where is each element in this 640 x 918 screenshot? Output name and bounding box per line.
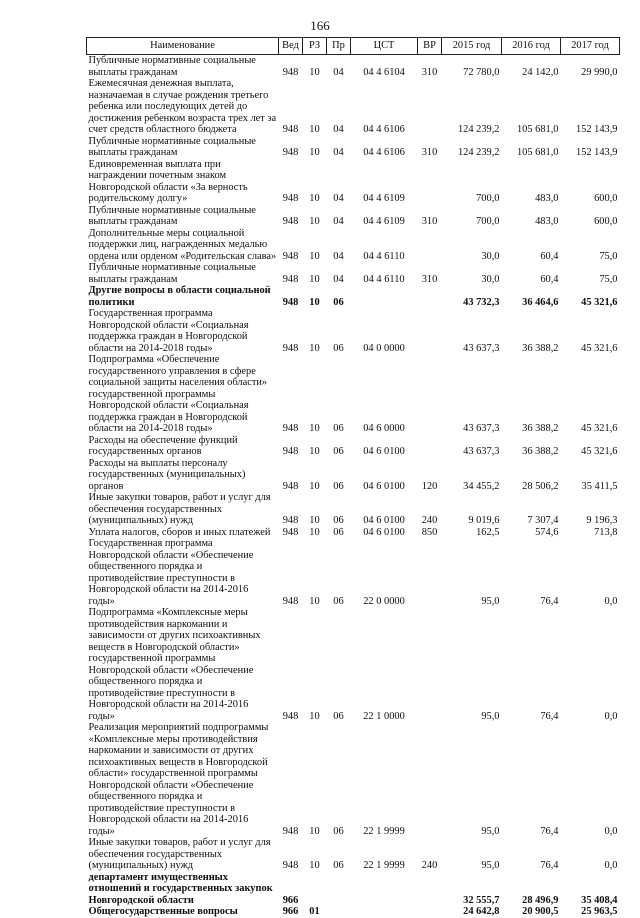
cell-cst: 04 6 0100: [363, 480, 405, 492]
cell-name: Публичные нормативные социальные выплаты гражданам: [88, 55, 256, 78]
cell-2015: 124 239,2: [457, 124, 500, 135]
cell-2017: 0,0: [604, 825, 618, 837]
cell-rz: [303, 872, 327, 907]
cell-ved: 948: [282, 423, 299, 434]
cell-ved: 948: [282, 124, 299, 135]
cell-pr: 06: [333, 825, 344, 837]
cell-2017: 600,0: [594, 193, 618, 204]
cell-vr: 310: [421, 66, 438, 78]
cell-pr: [327, 906, 351, 918]
cell-pr: [327, 872, 351, 907]
cell-pr: 04: [333, 216, 344, 227]
cell-2017: 45 321,6: [581, 446, 618, 457]
table-row: [87, 458, 620, 493]
cell-rz: 10: [309, 147, 320, 158]
cell-pr: 06: [333, 480, 344, 492]
cell-name: Государственная программа Новгородской области «Обеспечение общественного порядка и противодействие преступности в Новгородской области на 2014-2016 годы»: [88, 538, 254, 607]
cell-rz: 10: [309, 595, 320, 607]
cell-name: Иные закупки товаров, работ и услуг для обеспечения государственных (муниципальных) нужд: [88, 837, 271, 871]
cell-2017: 152 143,9: [575, 147, 618, 158]
cell-2017: 35 411,5: [581, 480, 618, 492]
cell-cst: 22 1 0000: [363, 710, 405, 722]
table-row: [87, 722, 620, 837]
cell-name: Дополнительные меры социальной поддержки лиц, награжденных медалью ордена или орденом «Родительская слава»: [88, 227, 277, 262]
cell-vr: [418, 78, 442, 136]
cell-2017: 75,0: [599, 250, 618, 262]
cell-2016: 36 388,2: [522, 342, 559, 354]
cell-cst: 04 4 6110: [363, 273, 405, 285]
cell-name: Реализация мероприятий подпрограммы «Комплексные меры противодействия наркомании и зависимости от других психоактивных веществ в Новгородской области» государственной программы Новгородской области «Обеспечение общественного порядка и противодействие преступности в Новгородской области на 2014-2016 годы»: [88, 722, 269, 837]
table-row: [87, 527, 620, 539]
cell-vr: 310: [421, 216, 438, 227]
cell-ved: 948: [282, 342, 299, 354]
cell-2015: 43 637,3: [463, 446, 500, 457]
cell-pr: 06: [333, 526, 344, 538]
header-pr: Пр: [327, 38, 351, 55]
cell-2017: 45 321,6: [581, 342, 618, 354]
header-cst: ЦСТ: [351, 38, 418, 55]
cell-name: Публичные нормативные социальные выплаты гражданам: [88, 204, 256, 227]
cell-2016: 105 681,0: [516, 147, 559, 158]
cell-rz: 10: [309, 526, 320, 538]
cell-2016: 60,4: [540, 250, 559, 262]
cell-cst: 22 0 0000: [363, 595, 405, 607]
table-row: [87, 435, 620, 458]
cell-ved: 948: [282, 710, 299, 722]
cell-2015: 72 780,0: [463, 66, 500, 78]
cell-ved: 948: [282, 193, 299, 204]
table-row: [87, 78, 620, 136]
cell-2016: 105 681,0: [516, 124, 559, 135]
cell-2017: 45 321,6: [581, 423, 618, 434]
cell-pr: 04: [333, 193, 344, 204]
cell-ved: 966: [282, 894, 299, 906]
cell-name: Государственная программа Новгородской области «Социальная поддержка граждан в Новгородской области на 2014-2018 годы»: [88, 308, 249, 354]
cell-2015: 95,0: [481, 825, 500, 837]
cell-rz: 10: [309, 66, 320, 78]
cell-vr: [418, 435, 442, 458]
cell-2015: 34 455,2: [463, 480, 500, 492]
cell-rz: 10: [309, 860, 320, 871]
budget-table: [86, 37, 620, 918]
cell-2015: 95,0: [481, 860, 500, 871]
cell-pr: 04: [333, 147, 344, 158]
table-row: [87, 354, 620, 435]
cell-2017: 152 143,9: [575, 124, 618, 135]
table-row: [87, 492, 620, 527]
cell-2017: 600,0: [594, 216, 618, 227]
cell-cst: [351, 906, 418, 918]
cell-vr: 240: [421, 515, 438, 526]
cell-vr: [418, 308, 442, 354]
cell-cst: 04 6 0100: [363, 515, 405, 526]
table-row: [87, 538, 620, 607]
cell-2015: 700,0: [476, 216, 500, 227]
cell-ved: 948: [282, 296, 299, 308]
cell-2017: 75,0: [599, 273, 618, 285]
cell-vr: [418, 354, 442, 435]
table-header: [87, 38, 620, 55]
cell-cst: [351, 285, 418, 308]
cell-pr: 06: [333, 710, 344, 722]
cell-cst: 04 4 6109: [363, 193, 405, 204]
table-row: [87, 906, 620, 918]
cell-rz: 10: [309, 480, 320, 492]
cell-cst: 04 6 0100: [363, 526, 405, 538]
header-vr: ВР: [418, 38, 442, 55]
cell-name: Единовременная выплата при награждении почетным знаком Новгородской области «За верность родительскому долгу»: [88, 158, 248, 204]
cell-ved: 948: [282, 147, 299, 158]
cell-rz: 01: [309, 906, 320, 917]
cell-2016: 574,6: [535, 526, 559, 538]
cell-name: Расходы на выплаты персоналу государственных (муниципальных) органов: [88, 457, 246, 492]
cell-name: Публичные нормативные социальные выплаты гражданам: [88, 262, 256, 285]
cell-ved: 948: [282, 480, 299, 492]
cell-vr: 240: [421, 860, 438, 871]
cell-vr: [418, 906, 442, 918]
cell-name: Ежемесячная денежная выплата, назначаемая в случае рождения третьего ребенка или последующих детей до достижения ребенком возраста трех лет за счет средств областного бюджета: [88, 78, 277, 135]
table-row: [87, 308, 620, 354]
table-row: [87, 136, 620, 159]
cell-name: Другие вопросы в области социальной политики: [88, 285, 271, 308]
cell-ved: 948: [282, 216, 299, 227]
table-row: [87, 159, 620, 205]
cell-2015: 30,0: [481, 250, 500, 262]
cell-rz: 10: [309, 124, 320, 135]
cell-2016: 36 464,6: [522, 296, 559, 308]
table-row: [87, 285, 620, 308]
cell-rz: 10: [309, 193, 320, 204]
cell-2015: 24 642,8: [463, 906, 500, 917]
cell-2015: 700,0: [476, 193, 500, 204]
cell-rz: 10: [309, 446, 320, 457]
cell-2016: 28 496,9: [522, 894, 559, 906]
cell-name: Публичные нормативные социальные выплаты гражданам: [88, 135, 256, 158]
cell-2015: 9 019,6: [468, 515, 500, 526]
cell-2017: 29 990,0: [581, 66, 618, 78]
cell-cst: 04 4 6104: [363, 66, 405, 78]
cell-2017: 0,0: [604, 860, 618, 871]
cell-cst: 04 4 6106: [363, 147, 405, 158]
cell-cst: 04 4 6106: [363, 124, 405, 135]
header-rz: РЗ: [303, 38, 327, 55]
table-row: [87, 228, 620, 263]
cell-2016: 60,4: [540, 273, 559, 285]
cell-rz: 10: [309, 423, 320, 434]
cell-pr: 04: [333, 124, 344, 135]
cell-vr: 120: [421, 480, 438, 492]
cell-2015: 95,0: [481, 710, 500, 722]
cell-cst: 22 1 9999: [363, 860, 405, 871]
cell-2016: 483,0: [535, 216, 559, 227]
cell-2015: 43 732,3: [463, 296, 500, 308]
header-2016: 2016 год: [502, 38, 561, 55]
cell-vr: [418, 722, 442, 837]
cell-cst: 04 6 0100: [363, 446, 405, 457]
cell-2016: 20 900,5: [522, 906, 559, 917]
cell-2016: 76,4: [540, 595, 559, 607]
cell-pr: 04: [333, 250, 344, 262]
cell-rz: 10: [309, 296, 320, 308]
table-row: [87, 607, 620, 722]
cell-ved: 948: [282, 515, 299, 526]
cell-rz: 10: [309, 342, 320, 354]
cell-name: департамент имущественных отношений и государственных закупок Новгородской области: [88, 871, 273, 906]
cell-rz: 10: [309, 273, 320, 285]
cell-ved: 948: [282, 526, 299, 538]
cell-vr: 850: [421, 526, 438, 538]
cell-pr: 06: [333, 296, 344, 308]
cell-2017: 9 196,3: [586, 515, 618, 526]
cell-2015: 162,5: [476, 526, 500, 538]
cell-2015: 95,0: [481, 595, 500, 607]
header-name: Наименование: [87, 38, 279, 55]
header-2015: 2015 год: [442, 38, 502, 55]
cell-2015: 32 555,7: [463, 894, 500, 906]
cell-pr: 06: [333, 446, 344, 457]
cell-pr: 06: [333, 595, 344, 607]
cell-2017: 0,0: [604, 710, 618, 722]
cell-vr: [418, 285, 442, 308]
cell-cst: 04 4 6109: [363, 216, 405, 227]
page-number: 166: [310, 18, 330, 33]
cell-vr: [418, 872, 442, 907]
cell-ved: 948: [282, 66, 299, 78]
cell-2015: 124 239,2: [457, 147, 500, 158]
header-ved: Вед: [279, 38, 303, 55]
cell-2015: 30,0: [481, 273, 500, 285]
cell-2017: 0,0: [604, 595, 618, 607]
cell-2016: 36 388,2: [522, 423, 559, 434]
cell-vr: [418, 538, 442, 607]
table-row: [87, 872, 620, 907]
cell-2016: 76,4: [540, 710, 559, 722]
cell-pr: 06: [333, 342, 344, 354]
cell-ved: 948: [282, 273, 299, 285]
cell-cst: 04 4 6110: [363, 250, 405, 262]
cell-pr: 06: [333, 515, 344, 526]
cell-2017: 45 321,6: [581, 296, 618, 308]
cell-2017: 25 963,5: [581, 906, 618, 917]
cell-rz: 10: [309, 250, 320, 262]
cell-cst: 04 6 0000: [363, 423, 405, 434]
cell-name: Иные закупки товаров, работ и услуг для обеспечения государственных (муниципальных) нужд: [88, 492, 271, 526]
cell-vr: [418, 228, 442, 263]
cell-name: Общегосударственные вопросы: [88, 906, 238, 917]
cell-ved: 966: [282, 906, 299, 917]
cell-rz: 10: [309, 710, 320, 722]
table-body: [87, 55, 620, 918]
cell-2017: 713,8: [594, 526, 618, 538]
cell-vr: [418, 607, 442, 722]
cell-pr: 04: [333, 273, 344, 285]
table-row: [87, 205, 620, 228]
cell-2016: 28 506,2: [522, 480, 559, 492]
cell-ved: 948: [282, 860, 299, 871]
cell-2016: 24 142,0: [522, 66, 559, 78]
cell-vr: 310: [421, 273, 438, 285]
cell-2017: 35 408,4: [581, 894, 618, 906]
cell-pr: 06: [333, 860, 344, 871]
cell-2016: 76,4: [540, 860, 559, 871]
cell-ved: 948: [282, 446, 299, 457]
cell-2016: 36 388,2: [522, 446, 559, 457]
cell-ved: 948: [282, 825, 299, 837]
cell-pr: 04: [333, 66, 344, 78]
cell-cst: [351, 872, 418, 907]
cell-name: Расходы на обеспечение функций государственных органов: [88, 434, 238, 457]
cell-rz: 10: [309, 515, 320, 526]
cell-vr: 310: [421, 147, 438, 158]
cell-cst: 04 0 0000: [363, 342, 405, 354]
table-row: [87, 55, 620, 79]
cell-rz: 10: [309, 825, 320, 837]
cell-name: Подпрограмма «Комплексные меры противодействия наркомании и зависимости от других психоактивных веществ в Новгородской области» государственной программы Новгородской области «Обеспечение общественного порядка и противодействие преступности в Новгородской области на 2014-2016 годы»: [88, 607, 261, 722]
cell-2015: 43 637,3: [463, 423, 500, 434]
cell-ved: 948: [282, 595, 299, 607]
cell-2015: 43 637,3: [463, 342, 500, 354]
cell-2016: 483,0: [535, 193, 559, 204]
cell-ved: 948: [282, 250, 299, 262]
cell-cst: 22 1 9999: [363, 825, 405, 837]
cell-vr: [418, 159, 442, 205]
cell-2016: 7 307,4: [527, 515, 559, 526]
table-row: [87, 837, 620, 872]
cell-name: Уплата налогов, сборов и иных платежей: [88, 526, 271, 538]
header-2017: 2017 год: [561, 38, 620, 55]
cell-name: Подпрограмма «Обеспечение государственного управления в сфере социальной защиты населения области» государственной программы Новгородской области «Социальная поддержка граждан в Новгородской области на 2014-2018 годы»: [88, 354, 268, 434]
cell-2016: 76,4: [540, 825, 559, 837]
cell-pr: 06: [333, 423, 344, 434]
cell-rz: 10: [309, 216, 320, 227]
table-row: [87, 262, 620, 285]
